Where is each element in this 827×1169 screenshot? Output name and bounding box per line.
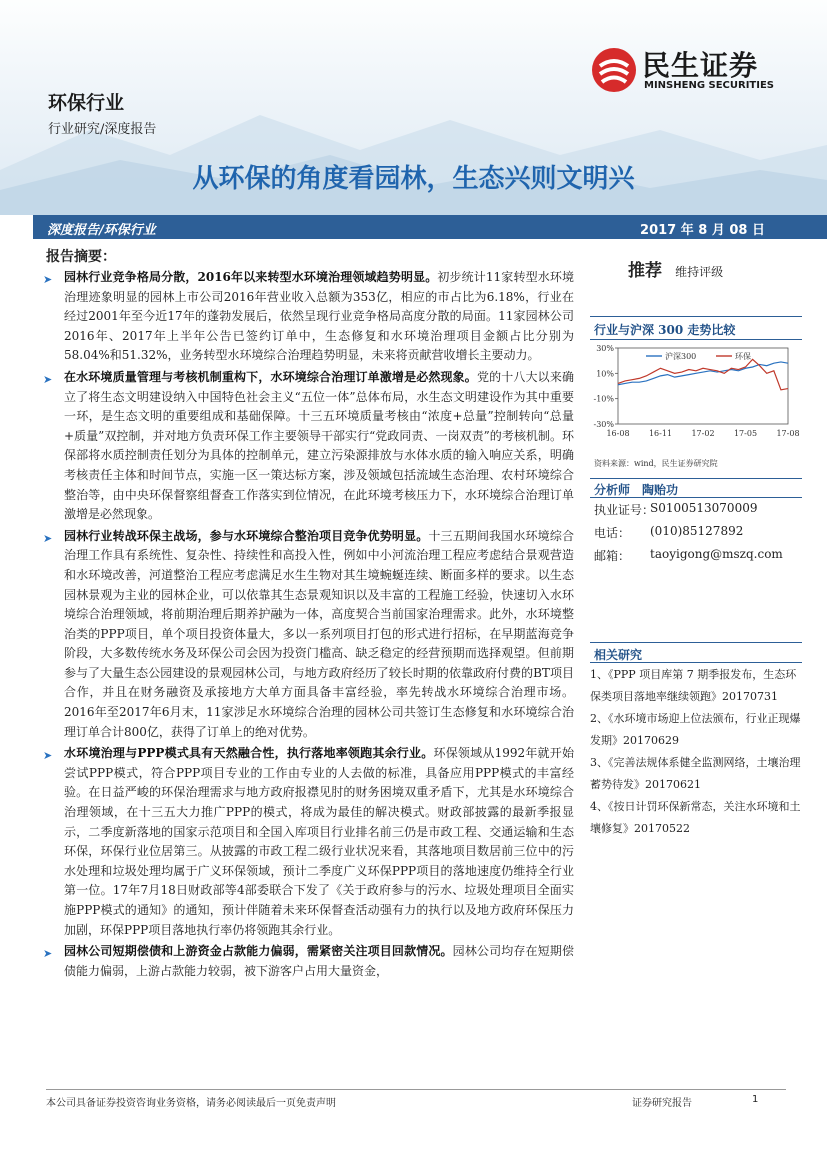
paragraph-lead: 园林公司短期偿债和上游资金占款能力偏弱，需紧密关注项目回款情况。 xyxy=(64,944,453,959)
paragraph-lead: 园林行业转战环保主战场，参与水环境综合整治项目竞争优势明显。 xyxy=(64,528,429,543)
paragraph-body: 环保领域从1992年就开始尝试PPP模式，符合PPP项目专业的工作由专业的人去做的标准，具备应用PPP模式的丰富经验。在日益严峻的环保治理需求与地方政府报襟见肘的财务困境双重矛盾下，尤其是水环境综合治理领域，在十三五大力推广PPP的模式，将成为最佳的解决模式。财政部披露的最新季报显示，二季度新落地的国家示范项目和全国入库项目行业排名前三仍是市政工程、交通运输和生态环保，环保行业位居第三。从披露的市政工程二级行业状况来看，其落地项目数居前三位中的污水处理和垃圾处理均属于广义环保领域，预计二季度广义环保PPP项目的落地速度仍维持全行业第一位。17年7月18日财政部等4部委联合下发了《关于政府参与的污水、垃圾处理项目全面实施PPP模式的通知》的通知，预计伴随着未来环保督查活动强有力的执行以及地方政府环保压力加剧，环保PPP项目落地执行率仍将领跑其余行业。 xyxy=(64,746,574,937)
company-logo xyxy=(590,42,790,98)
banner-date: 2017 年 8 月 08 日 xyxy=(640,223,765,238)
bullet-arrow-icon: ➤ xyxy=(43,749,53,763)
bullet-arrow-icon: ➤ xyxy=(43,947,53,961)
x-tick-label: 17-08 xyxy=(776,429,800,438)
y-tick-label: 30% xyxy=(596,344,614,353)
report-title: 从环保的角度看园林，生态兴则文明兴 xyxy=(192,164,635,194)
chart-source: 资料来源：wind，民生证券研究院 xyxy=(594,459,718,468)
related-item[interactable]: 1、《PPP 项目库第 7 期季报发布，生态环保类项目落地率继续领跑》20170731 xyxy=(590,668,797,703)
footer-disclaimer: 本公司具备证券投资咨询业务资格，请务必阅读最后一页免责声明 xyxy=(46,1098,336,1109)
info-value: S0100513070009 xyxy=(650,501,758,515)
info-label: 执业证号： xyxy=(594,503,655,517)
x-tick-label: 17-02 xyxy=(691,429,715,438)
report-type: 行业研究/深度报告 xyxy=(48,122,157,137)
paragraph-body: 十三五期间我国水环境综合治理工作具有系统性、复杂性、持续性和高投入性，例如中小河流治理工程应考虑结合景观营造和水环境改善，河道整治工程应考虑满足水生生物对其生境蜿蜒连续、断面多样的要求。以生态园林景观为主业的园林企业，可以依靠其生态景观知识以及丰富的工程施工经验，快速切入水环境综合治理领域，将前期治理后期养护融为一体，高度契合当前国家治理需求。此外，水环境整治类的PPP项目，单个项目投资体量大，多以一系列项目打包的形式进行招标，在早期蓝海竞争阶段，大多数传统水务及环保公司会因为投资门槛高、缺乏稳定的经营预期而选择观望。但前期参与了大量生态公园建设的景观园林公司，与地方政府经历了较长时期的依靠政府付费的BT项目合作，并且在财务融资及承接地方大单方面具备丰富经验，率先转战水环境综合治理市场。2016年至2017年6月末，11家涉足水环境综合治理的园林公司共签订生态修复和水环境综合治理订单合计800亿，获得了订单上的绝对优势。 xyxy=(64,528,574,739)
bullet-arrow-icon: ➤ xyxy=(43,372,53,386)
divider xyxy=(590,478,802,479)
divider xyxy=(590,339,802,340)
x-tick-label: 16-08 xyxy=(606,429,630,438)
info-value: (010)85127892 xyxy=(650,524,744,538)
summary-paragraph xyxy=(43,942,574,981)
paragraph-body: 园林公司均存在短期偿债能力偏弱，上游占款能力较弱，被下游客户占用大量资金， xyxy=(64,944,574,978)
summary-paragraph xyxy=(43,527,574,743)
bullet-arrow-icon: ➤ xyxy=(43,273,53,286)
divider xyxy=(590,497,802,498)
divider xyxy=(590,662,802,663)
analyst-cert xyxy=(594,501,758,518)
divider xyxy=(590,316,802,317)
sector-label: 环保行业 xyxy=(48,92,125,114)
footer-label: 证券研究报告 xyxy=(632,1098,692,1109)
chart-heading: 行业与沪深 300 走势比较 xyxy=(594,323,736,337)
x-tick-label: 16-11 xyxy=(648,429,673,438)
series-line-0 xyxy=(618,362,788,385)
report-banner xyxy=(33,215,827,239)
summary-paragraph xyxy=(43,368,574,525)
divider xyxy=(590,642,802,643)
footer-rule xyxy=(46,1089,786,1090)
summary-heading: 报告摘要： xyxy=(46,249,116,265)
paragraph-body: 党的十八大以来确立了将生态文明建设纳入中国特色社会主义“五位一体”总体布局，水生态文明建设作为其中重要一环，是生态文明的重要组成和基础保障。十三五环境质量考核由“浓度+总量”控制转向“总量+质量”双控制，并对地方负责环保工作主要领导干部实行“党政同责、一岗双责”的考核机制。环保部将水质控制责任划分为具体的控制单元，建立污染源排放与水体水质的输入响应关系，明确考核责任主体和时间节点，实施一区一策达标方案，涉及领域包括流域生态治理、农村环境综合整治等，由中央环保督察组督查工作落实到位情况，在此环境考核压力下，水环境综合治理订单激增是必然现象。 xyxy=(64,369,574,522)
analyst-heading: 分析师 陶贻功 xyxy=(594,483,679,497)
paragraph-lead: 在水环境质量管理与考核机制重构下，水环境综合治理订单激增是必然现象。 xyxy=(64,369,477,384)
rating-box xyxy=(628,256,723,281)
related-heading: 相关研究 xyxy=(594,648,643,662)
info-label: 邮箱： xyxy=(594,549,631,563)
trend-chart xyxy=(588,342,803,452)
related-item[interactable]: 4、《按日计罚环保新常态，关注水环境和土壤修复》20170522 xyxy=(590,800,801,835)
legend-label: 沪深300 xyxy=(665,352,697,361)
minsheng-logo-icon xyxy=(590,46,638,94)
page-number: 1 xyxy=(752,1094,759,1105)
summary-paragraph xyxy=(43,744,574,940)
logo-text-en: MINSHENG SECURITIES xyxy=(644,80,774,91)
paragraph-lead: 园林行业竞争格局分散，2016年以来转型水环境治理领域趋势明显。 xyxy=(64,270,438,284)
y-tick-label: 10% xyxy=(596,369,614,379)
x-tick-label: 17-05 xyxy=(733,429,758,438)
related-item[interactable]: 3、《完善法规体系健全监测网络，土壤治理蓄势待发》20170621 xyxy=(590,756,801,791)
info-value[interactable]: taoyigong@mszq.com xyxy=(650,547,783,561)
analyst-email xyxy=(594,547,783,564)
analyst-phone xyxy=(594,524,744,541)
legend-label: 环保 xyxy=(735,352,751,361)
related-list xyxy=(590,664,802,840)
rating-sub: 维持评级 xyxy=(675,265,724,279)
y-tick-label: -10% xyxy=(593,394,614,404)
banner-category: 深度报告/环保行业 xyxy=(47,223,156,238)
related-item[interactable]: 2、《水环境市场迎上位法颁布，行业正现爆发期》20170629 xyxy=(590,712,801,747)
paragraph-lead: 水环境治理与PPP模式具有天然融合性，执行落地率领跑其余行业。 xyxy=(64,746,434,761)
summary-column xyxy=(43,246,574,983)
info-label: 电话： xyxy=(594,526,631,540)
paragraph-body: 初步统计11家转型水环境治理迹象明显的园林上市公司2016年营业收入总额为353亿，相应的市占比为6.18%，行业在经过2001年至今近17年的蓬勃发展后，依然呈现行业竞争格局高度分散的局面。11家园林公司2016年、2017年上半年公告已签约订单中，生态修复和水环境治理项目金额占比分别为58.04%和51.32%，业务转型水环境综合治理趋势明显，未来将贡献营收增长主要动力。 xyxy=(64,270,574,363)
y-tick-label: -30% xyxy=(593,420,614,429)
logo-text-cn: 民生证券 xyxy=(642,49,759,82)
series-line-1 xyxy=(618,359,788,389)
bullet-arrow-icon: ➤ xyxy=(43,531,53,545)
plot-frame xyxy=(618,348,788,424)
summary-paragraph xyxy=(43,268,574,366)
rating-label: 推荐 xyxy=(628,261,662,281)
